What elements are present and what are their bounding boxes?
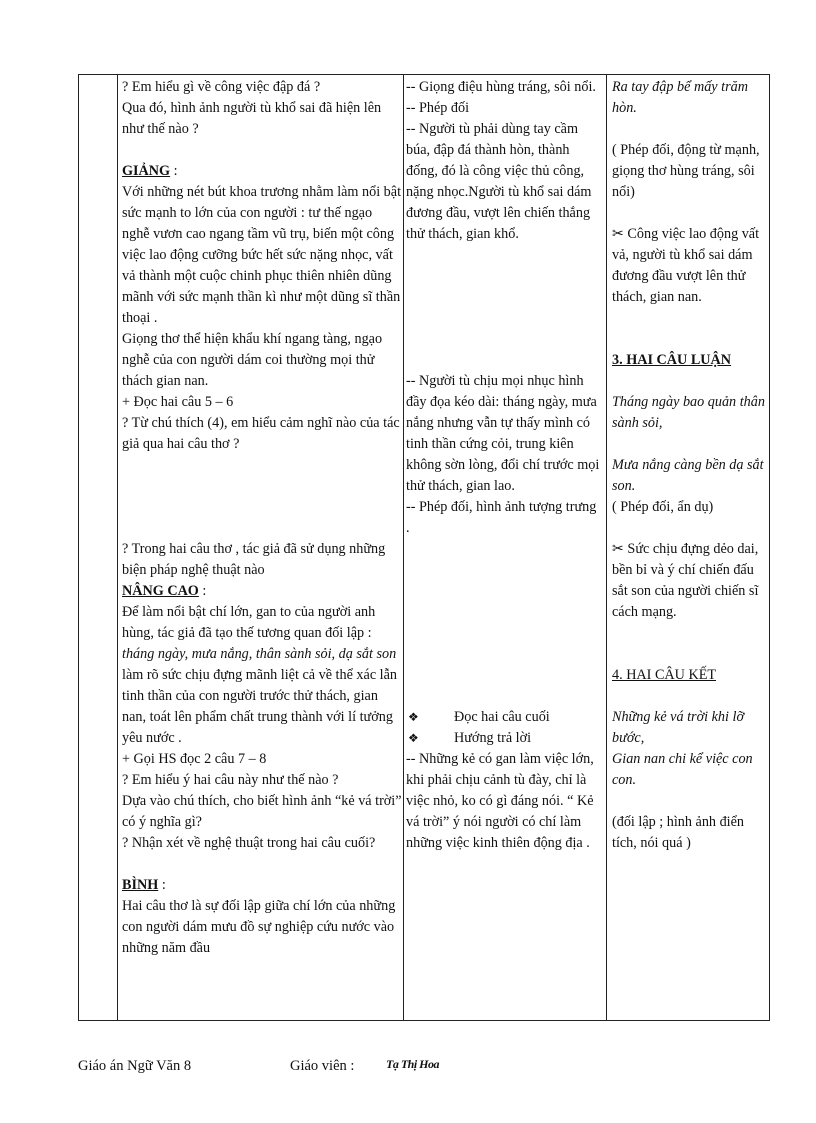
section-heading-4: 4. HAI CÂU KẾT xyxy=(612,667,717,683)
question-annotation-4: ? Từ chú thích (4), em hiểu cảm nghĩ nào của tác giả qua hai câu thơ ? xyxy=(122,415,400,452)
instruction-read-7-8: + Gọi HS đọc 2 câu 7 – 8 xyxy=(122,751,267,767)
poem-line-7: Những kẻ vá trời khi lỡ bước, xyxy=(612,709,745,746)
column-divider xyxy=(117,75,118,1020)
poem-line-8: Gian nan chi kể việc con con. xyxy=(612,751,753,788)
note-techniques-3: (đối lập ; hình ảnh điển tích, nói quá ) xyxy=(612,814,744,851)
giang-label: GIẢNG xyxy=(122,163,171,179)
teacher-activity-column xyxy=(122,75,402,959)
bullet-read-last: ❖ Đọc hai câu cuối xyxy=(406,707,602,728)
poem-line-4: Ra tay đập bể mấy trăm hòn. xyxy=(612,79,748,116)
giang-text: Với những nét bút khoa trương nhằm làm nổi bật sức mạnh to lớn của con người : tư thế ngạo nghễ vươn cao ngang tầm vũ trụ, biến một công việc lao động cưỡng bức hết sức nặng nhọc, vất vả thành một cuộc chinh phục thiên nhiên dũng mãnh với sức mạnh thần kì như một dũng sĩ thần thoại . Giọng thơ thể hiện khẩu khí ngang tàng, ngạo nghễ của con người dám coi thường mọi thử thách gian nan. xyxy=(122,184,402,389)
answer-stonebreaking: -- Giọng điệu hùng tráng, sôi nổi. -- Phép đối -- Người tù phải dùng tay cầm búa, đập đá thành hòn, thành đống, đó là công việc thủ công, nặng nhọc.Người tù khổ sai dám đương đầu, vượt lên chiến thắng thử thách, gian khổ. xyxy=(406,79,596,242)
footer-teacher-label: Giáo viên : xyxy=(290,1058,355,1074)
student-activity-column xyxy=(406,75,602,854)
nang-cao-text: Để làm nổi bật chí lớn, gan to của người anh hùng, tác giả đã tạo thế tương quan đối lập : tháng ngày, mưa nắng, thân sành sỏi, dạ sắt son làm rõ sức chịu đựng mãnh liệt cả về thể xác lẫn tinh thần của con người trước thử thách, gian nan, toát lên phẩm chất trung thành với lí tưởng yêu nước . xyxy=(122,604,397,746)
footer-book-title: Giáo án Ngữ Văn 8 xyxy=(78,1058,192,1074)
question-last-lines: ? Em hiểu ý hai câu này như thế nào ? Dựa vào chú thích, cho biết hình ảnh “kẻ vá trời” có ý nghĩa gì? ? Nhận xét về nghệ thuật trong hai câu cuối? xyxy=(122,772,402,851)
column-divider xyxy=(403,75,404,1020)
note-techniques-2: ( Phép đối, ẩn dụ) xyxy=(612,499,714,515)
conclusion-1: ✂ Công việc lao động vất vả, người tù khổ sai dám đương đầu vượt lên thử thách, gian nan. xyxy=(612,226,760,305)
instruction-read-5-6: + Đọc hai câu 5 – 6 xyxy=(122,394,234,410)
binh-section: BÌNH : xyxy=(122,877,166,893)
binh-text: Hai câu thơ là sự đối lập giữa chí lớn của những con người dám mưu đồ sự nghiệp cứu nước vào những năm đầu xyxy=(122,898,396,956)
note-techniques-1: ( Phép đối, động từ mạnh, giọng thơ hùng tráng, sôi nổi) xyxy=(612,142,760,200)
section-heading-3: 3. HAI CÂU LUẬN xyxy=(612,352,732,368)
poem-line-5: Tháng ngày bao quản thân sành sỏi, xyxy=(612,394,765,431)
footer-teacher-signature: Tạ Thị Hoa xyxy=(386,1057,440,1071)
nang-cao-section: NÂNG CAO : xyxy=(122,583,207,599)
content-column xyxy=(612,75,767,854)
question-stonebreaking: ? Em hiểu gì về công việc đập đá ? Qua đó, hình ảnh người tù khổ sai đã hiện lên như thế nào ? xyxy=(122,79,382,137)
conclusion-2: ✂ Sức chịu đựng dẻo dai, bền bỉ và ý chí chiến đấu sắt son của người chiến sĩ cách mạng. xyxy=(612,541,759,620)
answer-techniques: -- Phép đối, hình ảnh tượng trưng . xyxy=(406,499,597,536)
poem-line-6: Mưa nắng càng bền dạ sắt son. xyxy=(612,457,764,494)
answer-last-lines: -- Những kẻ có gan làm việc lớn, khi phải chịu cảnh tù đày, chỉ là việc nhỏ, ko có gì đáng nói. “ Kẻ vá trời” ý nói người có chí làm những việc kinh thiên động địa . xyxy=(406,751,594,851)
binh-label: BÌNH xyxy=(122,877,159,893)
diamond-bullet-icon: ❖ xyxy=(408,710,419,724)
nang-cao-label: NÂNG CAO xyxy=(122,583,199,599)
bullet-answer-guide: ❖ Hướng trả lời xyxy=(406,728,602,749)
giang-section: GIẢNG : xyxy=(122,163,178,179)
question-techniques: ? Trong hai câu thơ , tác giả đã sử dụng những biện pháp nghệ thuật nào xyxy=(122,541,386,578)
diamond-bullet-icon: ❖ xyxy=(408,731,419,745)
answer-annotation-4: -- Người tù chịu mọi nhục hình đầy đọa kéo dài: tháng ngày, mưa nắng nhưng vẫn tự thấy mình có tinh thần cứng cỏi, trung kiên không sờn lòng, đổi chí trước mọi thử thách, gian lao. xyxy=(406,373,600,494)
lesson-table xyxy=(78,74,770,1021)
column-divider xyxy=(606,75,607,1020)
